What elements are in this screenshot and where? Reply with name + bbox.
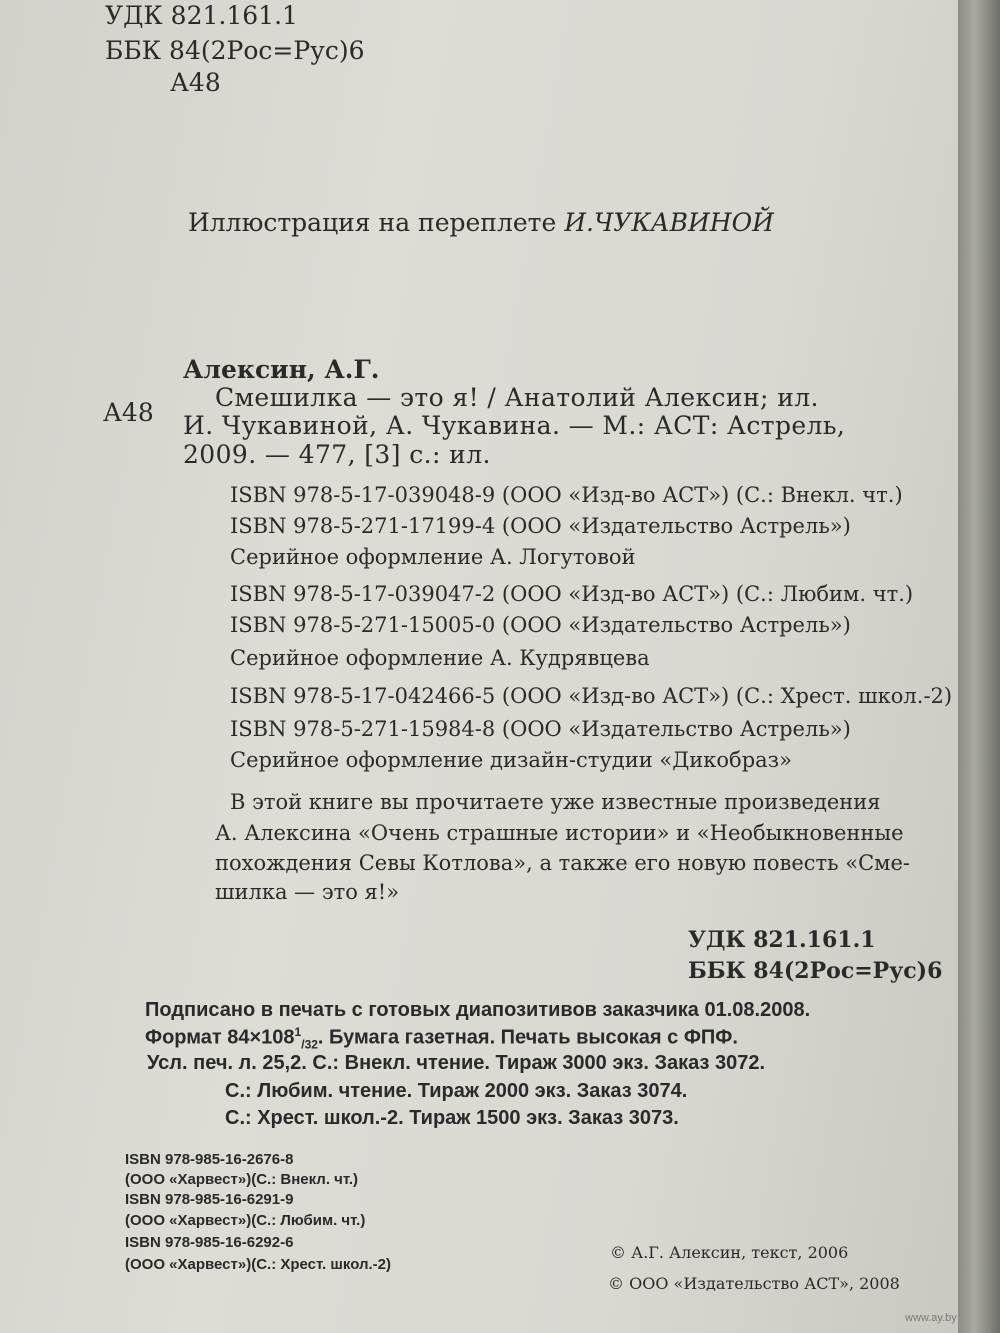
series-design: Серийное оформление А. Кудрявцева [230,646,650,670]
harvest-isbn: ISBN 978-985-16-6292-6 [125,1234,294,1251]
bbk-bottom: ББК 84(2Рос=Рус)6 [688,958,943,984]
isbn-line: ISBN 978-5-17-039047-2 (ООО «Изд-во АСТ») (С.: Любим. чт.) [230,582,914,606]
imprint-print-run: С.: Любим. чтение. Тираж 2000 экз. Заказ 3074. [225,1080,688,1102]
harvest-publisher: (ООО «Харвест»)(С.: Внекл. чт.) [125,1171,359,1188]
harvest-isbn: ISBN 978-985-16-2676-8 [125,1151,294,1168]
isbn-line: ISBN 978-5-271-17199-4 (ООО «Издательство Астрель») [230,514,851,538]
annotation-line: шилка — это я!» [215,880,400,904]
annotation-line: А. Алексина «Очень страшные истории» и «Необыкновенные [215,821,904,845]
imprint-print-run: С.: Хрест. школ.-2. Тираж 1500 экз. Заказ 3073. [225,1107,679,1129]
udk-top: УДК 821.161.1 [105,1,298,30]
udk-bottom: УДК 821.161.1 [688,927,876,953]
harvest-publisher: (ООО «Харвест»)(С.: Любим. чт.) [125,1212,366,1229]
imprint-print-run: Усл. печ. л. 25,2. С.: Внекл. чтение. Тираж 3000 экз. Заказ 3072. [147,1052,766,1074]
imprint-signed: Подписано в печать с готовых диапозитивов заказчика 01.08.2008. [145,999,811,1021]
harvest-publisher: (ООО «Харвест»)(С.: Хрест. школ.-2) [125,1256,392,1273]
isbn-line: ISBN 978-5-271-15005-0 (ООО «Издательство Астрель») [230,613,851,637]
imprint-format-b: . Бумага газетная. Печать высокая с ФПФ. [317,1026,738,1049]
imprint-format-sup: 1 [294,1025,302,1039]
bbk-top: ББК 84(2Рос=Рус)6 [105,36,365,65]
series-design: Серийное оформление дизайн-студии «Дикобраз» [230,748,792,772]
entry-code: А48 [103,398,154,427]
imprint-format [145,1026,738,1051]
illustration-credit [188,210,774,235]
copyright-line: © ООО «Издательство АСТ», 2008 [608,1274,900,1293]
author-code-top: А48 [170,68,221,97]
copyright-line: © А.Г. Алексин, текст, 2006 [610,1243,849,1262]
isbn-line: ISBN 978-5-271-15984-8 (ООО «Издательство Астрель») [230,717,851,741]
illustration-prefix: Иллюстрация на переплете [188,208,565,237]
annotation-line: В этой книге вы прочитаете уже известные произведения [230,790,881,814]
isbn-line: ISBN 978-5-17-042466-5 (ООО «Изд-во АСТ») (С.: Хрест. школ.-2) [230,684,953,708]
isbn-line: ISBN 978-5-17-039048-9 (ООО «Изд-во АСТ») (С.: Внекл. чт.) [230,483,903,507]
illustrator-name: И.ЧУКАВИНОЙ [564,208,774,237]
entry-line: И. Чукавиной, А. Чукавина. — М.: АСТ: Астрель, [183,411,846,440]
entry-author: Алексин, А.Г. [183,355,380,384]
watermark: www.ay.by [905,1312,957,1324]
harvest-isbn: ISBN 978-985-16-6291-9 [125,1191,294,1208]
imprint-format-sub: /32 [301,1037,318,1052]
entry-line: 2009. — 477, [3] с.: ил. [183,440,491,469]
imprint-format-a: Формат 84×108 [145,1026,295,1049]
entry-line: Смешилка — это я! / Анатолий Алексин; ил. [215,383,819,412]
series-design: Серийное оформление А. Логутовой [230,545,636,569]
page-edge [958,0,1000,1333]
annotation-line: похождения Севы Котлова», а также его новую повесть «Сме- [215,851,911,875]
